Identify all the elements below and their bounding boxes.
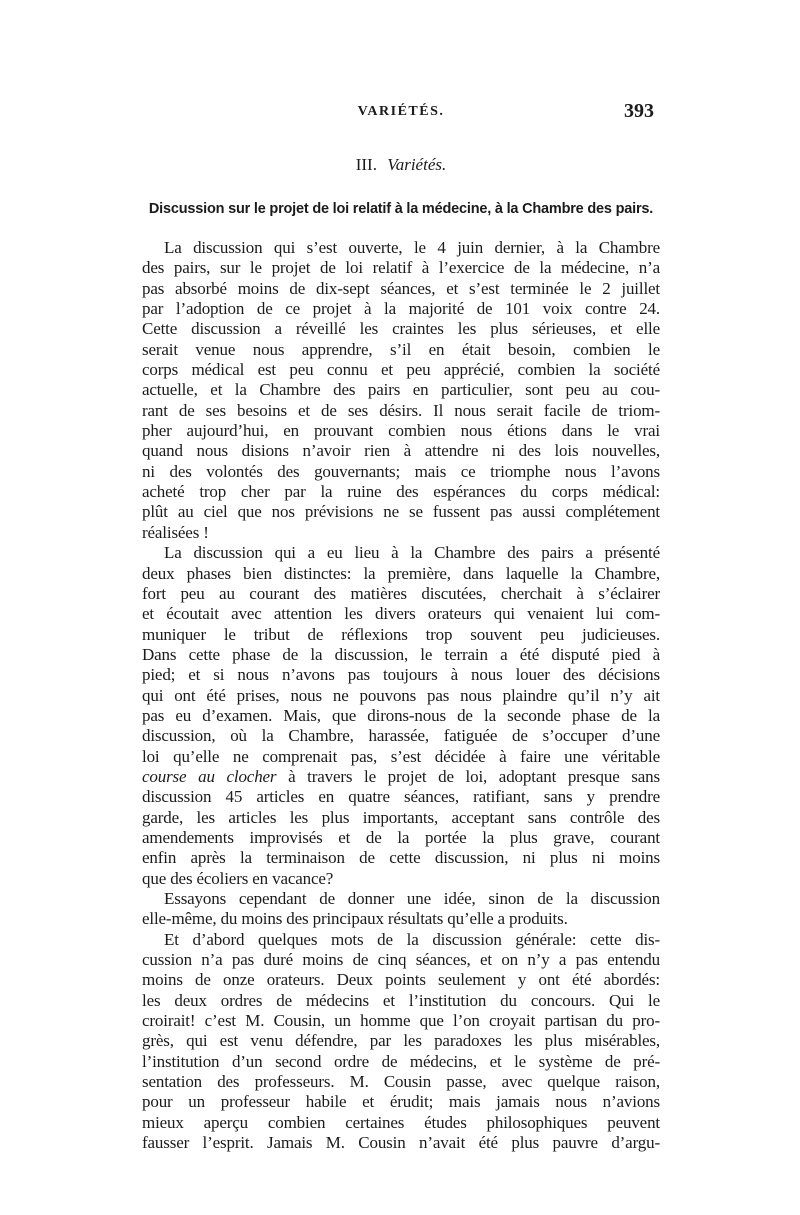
text-line: ni des volontés des gouvernants; mais ce triomphe nous l’avons	[142, 461, 660, 481]
page-number: 393	[624, 100, 654, 122]
text-line: les deux ordres de médecins et l’institution du concours. Qui le	[142, 990, 660, 1010]
text-line: des pairs, sur le projet de loi relatif à l’exercice de la médecine, n’a	[142, 258, 660, 278]
text-line: cussion n’a pas duré moins de cinq séances, et on n’y a pas entendu	[142, 950, 660, 970]
section-number: III.	[355, 155, 377, 174]
running-title: VARIÉTÉS.	[357, 104, 445, 119]
text-line: actuelle, et la Chambre des pairs en particulier, sont peu au cou-	[142, 380, 660, 400]
text-line: grès, qui est venu défendre, par les paradoxes les plus misérables,	[142, 1031, 660, 1051]
text-line: et écoutait avec attention les divers orateurs qui venaient lui com-	[142, 604, 660, 624]
text-line: pas eu d’examen. Mais, que dirons-nous de la seconde phase de la	[142, 705, 660, 725]
text-line: La discussion qui a eu lieu à la Chambre des pairs a présenté	[164, 543, 660, 563]
text-line: discussion 45 articles en quatre séances, ratifiant, sans y prendre	[142, 787, 660, 807]
line-text: à travers le projet de loi, adoptant presque sans	[276, 766, 660, 786]
text-line: l’institution d’un second ordre de médecins, et le système de pré-	[142, 1051, 660, 1071]
text-line: par l’adoption de ce projet à la majorité de 101 voix contre 24.	[142, 299, 660, 319]
text-line: garde, les articles les plus importants, acceptant sans contrôle des	[142, 807, 660, 827]
text-line: pher aujourd’hui, en prouvant combien nous étions dans le vrai	[142, 421, 660, 441]
text-line: réalisées !	[142, 522, 209, 542]
text-line: Et d’abord quelques mots de la discussion générale: cette dis-	[164, 929, 660, 949]
text-line: rant de ses besoins et de ses désirs. Il nous serait facile de triom-	[142, 400, 660, 420]
text-line: pied; et si nous n’avons pas toujours à nous louer des décisions	[142, 665, 660, 685]
text-line: croirait! c’est M. Cousin, un homme que l’on croyait partisan du pro-	[142, 1011, 660, 1031]
text-line: plût au ciel que nos prévisions ne se fussent pas aussi complétement	[142, 502, 660, 522]
text-line: moins de onze orateurs. Deux points seulement y ont été abordés:	[142, 970, 660, 990]
running-header	[142, 100, 660, 124]
text-line: loi qu’elle ne comprenait pas, s’est décidée à faire une véritable	[142, 746, 660, 766]
text-line: Dans cette phase de la discussion, le terrain a été disputé pied à	[142, 644, 660, 664]
text-line: deux phases bien distinctes: la première, dans laquelle la Chambre,	[142, 563, 660, 583]
section-title: Variétés.	[387, 155, 447, 174]
text-line: sentation des professeurs. M. Cousin passe, avec quelque raison,	[142, 1072, 660, 1092]
text-line: serait venue nous apprendre, s’il en était besoin, combien le	[142, 339, 660, 359]
article-subtitle: Discussion sur le projet de loi relatif à la médecine, à la Chambre des pairs.	[148, 201, 654, 217]
emphasis-text: course au clocher	[142, 766, 277, 786]
text-line: mieux aperçu combien certaines études philosophiques peuvent	[142, 1112, 660, 1132]
text-line: qui ont été prises, nous ne pouvons pas nous plaindre qu’il n’y ait	[142, 685, 660, 705]
body-text	[142, 238, 660, 1153]
text-line: quand nous disions n’avoir rien à attendre ni des lois nouvelles,	[142, 441, 660, 461]
text-line: amendements improvisés et de la portée la plus grave, courant	[142, 827, 660, 847]
text-line: pour un professeur habile et érudit; mais jamais nous n’avions	[142, 1092, 660, 1112]
text-line: Cette discussion a réveillé les craintes les plus sérieuses, et elle	[142, 319, 660, 339]
text-line: discussion, où la Chambre, harassée, fatiguée de s’occuper d’une	[142, 726, 660, 746]
text-line: La discussion qui s’est ouverte, le 4 juin dernier, à la Chambre	[164, 238, 660, 257]
text-line: muniquer le tribut de réflexions trop souvent peu judicieuses.	[142, 624, 660, 644]
text-line: que des écoliers en vacance?	[142, 868, 334, 888]
text-line: acheté trop cher par la ruine des espérances du corps médical:	[142, 482, 660, 502]
text-line: corps médical est peu connu et peu apprécié, combien la société	[142, 360, 660, 380]
text-line	[142, 767, 660, 787]
text-line: pas absorbé moins de dix-sept séances, et s’est terminée le 2 juillet	[142, 278, 660, 298]
text-line: enfin après la terminaison de cette discussion, ni plus ni moins	[142, 848, 660, 868]
text-line: fausser l’esprit. Jamais M. Cousin n’avait été plus pauvre d’argu-	[142, 1133, 660, 1153]
section-heading	[142, 155, 660, 175]
text-line: Essayons cependant de donner une idée, sinon de la discussion	[164, 889, 660, 908]
text-line: fort peu au courant des matières discutées, cherchait à s’éclairer	[142, 583, 660, 603]
text-line: elle-même, du moins des principaux résultats qu’elle a produits.	[142, 909, 568, 929]
